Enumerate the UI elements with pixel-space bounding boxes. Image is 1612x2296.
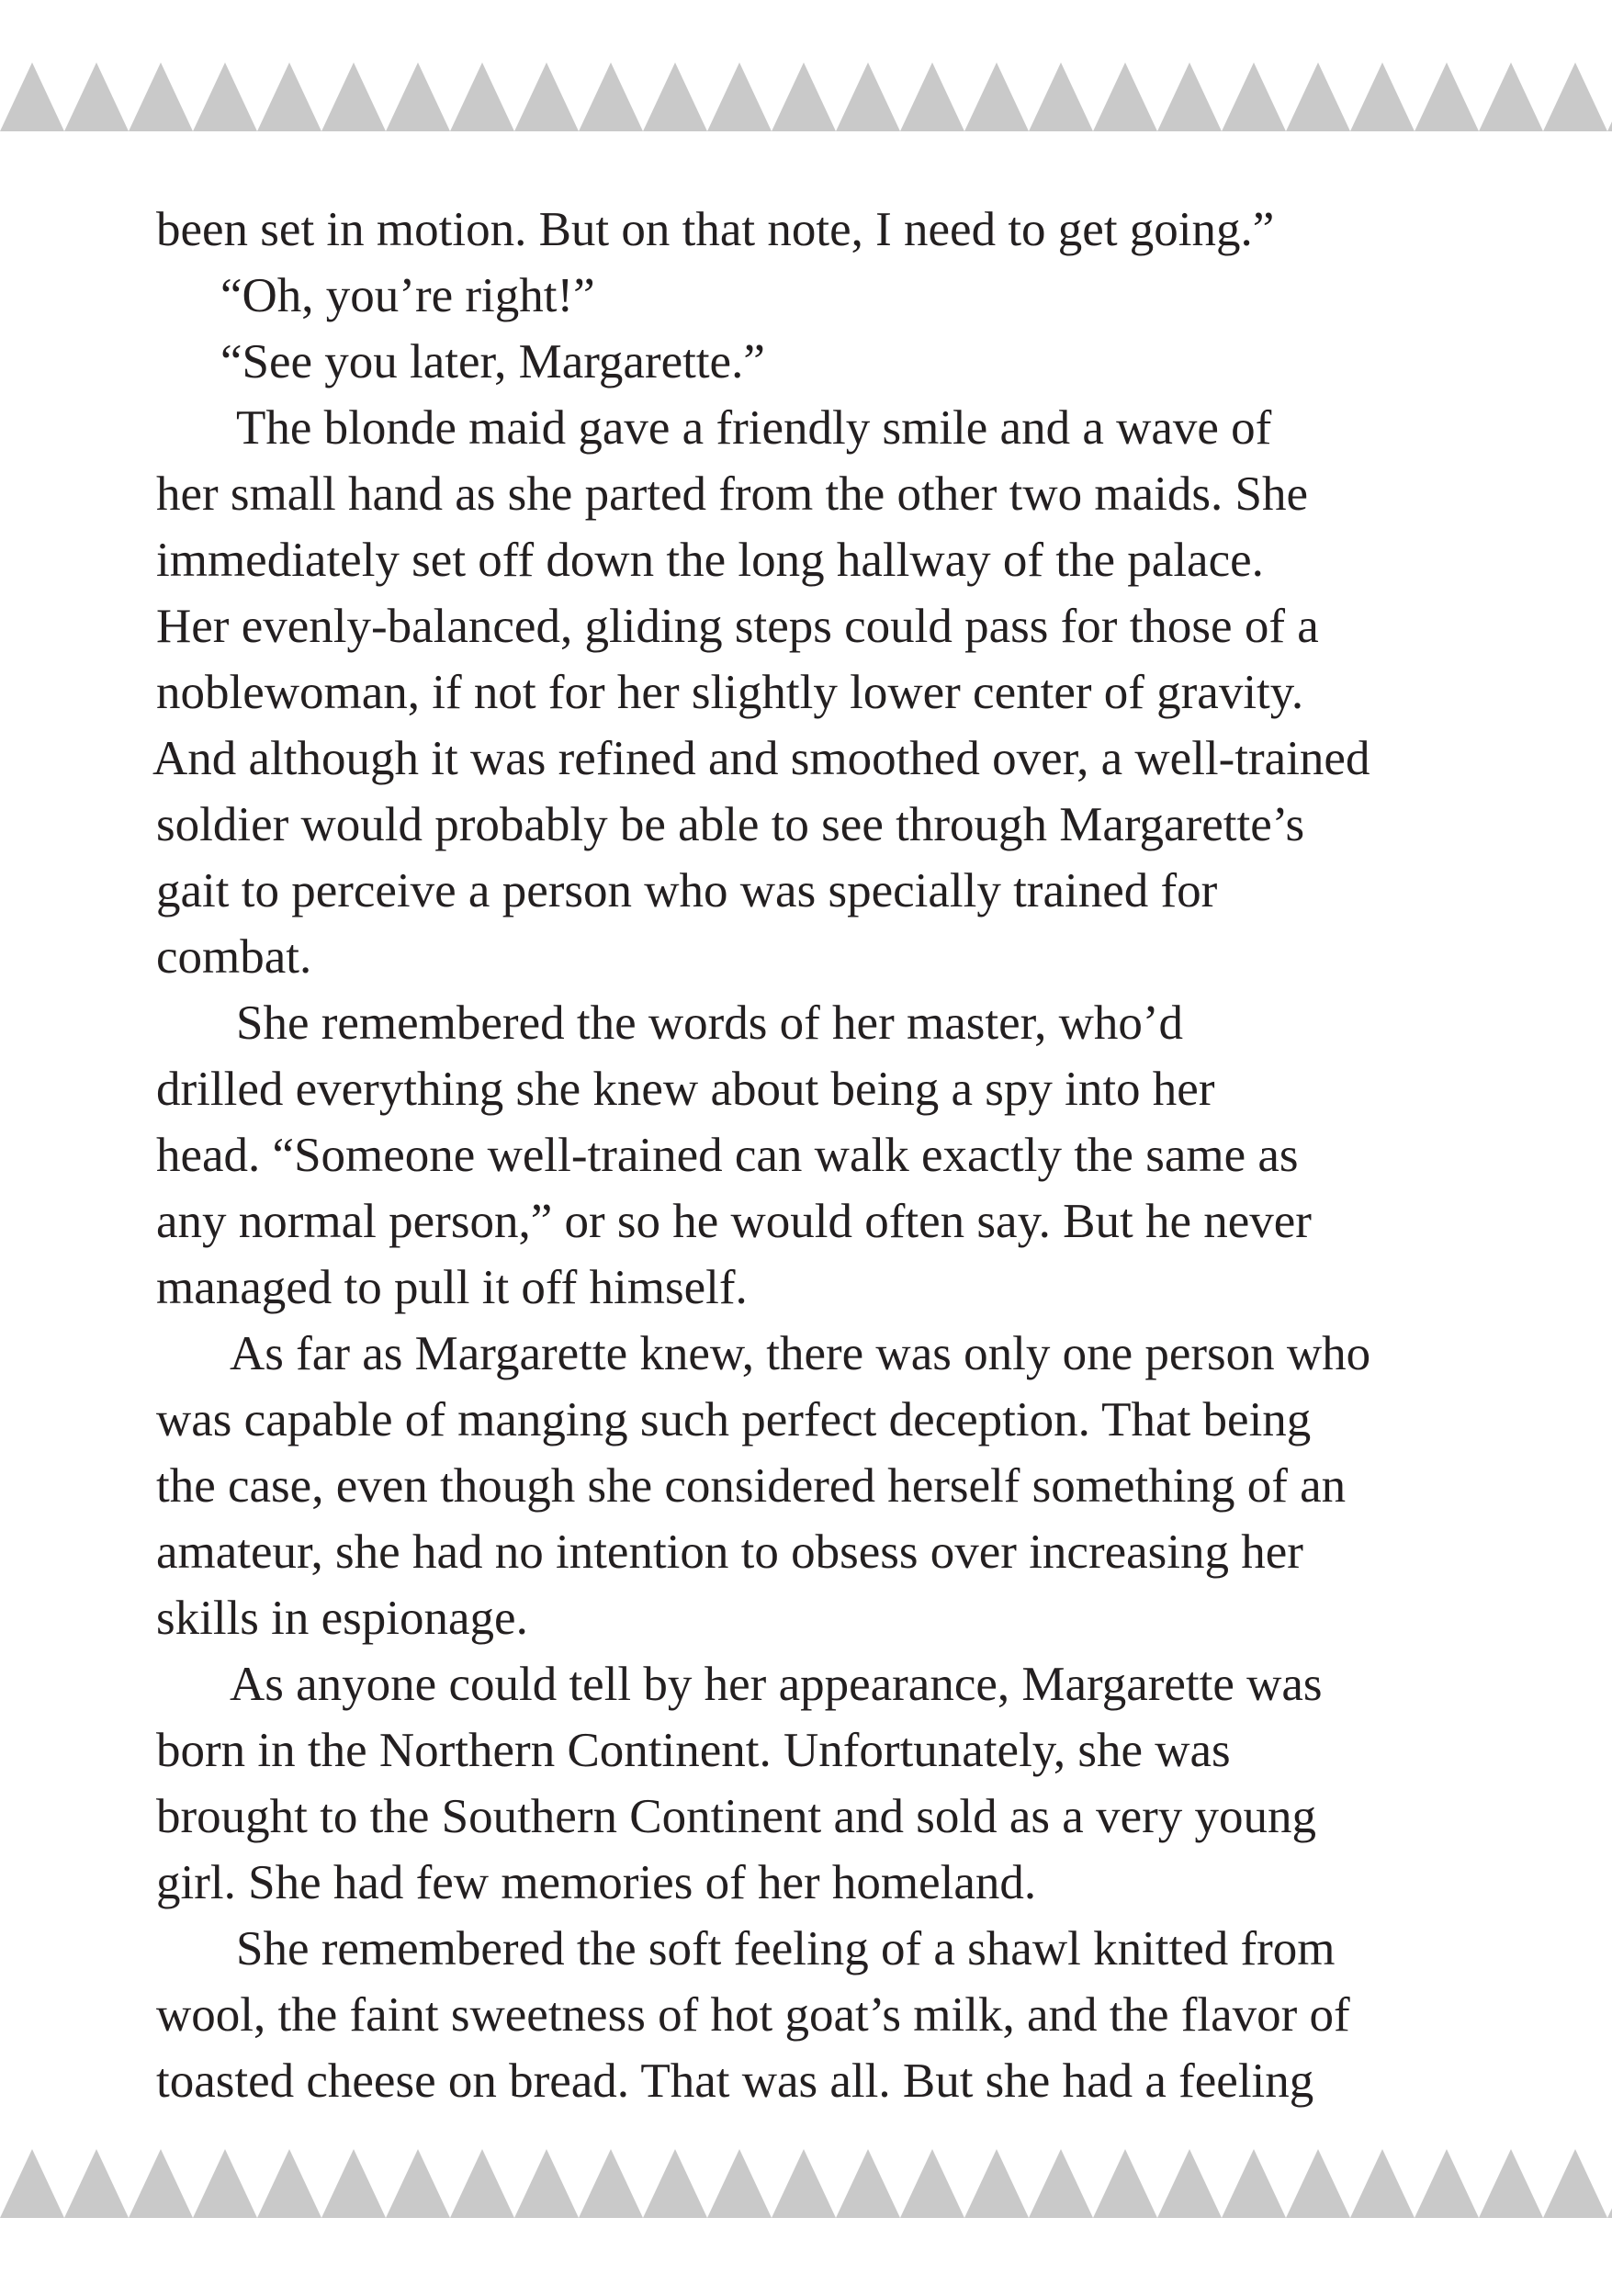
text-line: gait to perceive a person who was specially trained for xyxy=(156,864,1218,917)
text-line: drilled everything she knew about being a spy into her xyxy=(156,1063,1215,1116)
text-line: As far as Margarette knew, there was only one person who xyxy=(230,1327,1371,1380)
text-line: “Oh, you’re right!” xyxy=(220,269,595,322)
bottom-triangle-border xyxy=(0,2149,1612,2218)
text-line: wool, the faint sweetness of hot goat’s milk, and the flavor of xyxy=(156,1988,1350,2042)
text-line: “See you later, Margarette.” xyxy=(220,335,765,388)
text-line: combat. xyxy=(156,930,312,984)
text-line: toasted cheese on bread. That was all. But she had a feeling xyxy=(156,2054,1314,2108)
text-line: her small hand as she parted from the other two maids. She xyxy=(156,467,1309,521)
text-line: And although it was refined and smoothed over, a well-trained xyxy=(152,732,1370,785)
story-text xyxy=(152,197,1460,2114)
text-line: She remembered the soft feeling of a shawl knitted from xyxy=(236,1922,1336,1975)
text-line: As anyone could tell by her appearance, Margarette was xyxy=(230,1658,1323,1711)
text-line: Her evenly-balanced, gliding steps could pass for those of a xyxy=(156,600,1319,653)
text-line: She remembered the words of her master, who’d xyxy=(236,996,1184,1050)
text-line: skills in espionage. xyxy=(156,1592,528,1645)
text-line: immediately set off down the long hallway of the palace. xyxy=(156,534,1264,587)
text-line: the case, even though she considered herself something of an xyxy=(156,1459,1347,1513)
text-line: was capable of manging such perfect deception. That being xyxy=(156,1393,1312,1446)
text-line: any normal person,” or so he would often say. But he never xyxy=(156,1195,1312,1248)
text-line: brought to the Southern Continent and sold as a very young xyxy=(156,1790,1316,1843)
text-line: managed to pull it off himself. xyxy=(156,1261,748,1314)
text-line: amateur, she had no intention to obsess over increasing her xyxy=(156,1525,1303,1579)
text-line: girl. She had few memories of her homeland. xyxy=(156,1856,1037,1909)
text-line: The blonde maid gave a friendly smile and a wave of xyxy=(236,401,1272,455)
text-line: born in the Northern Continent. Unfortunately, she was xyxy=(156,1724,1231,1777)
text-line: head. “Someone well-trained can walk exactly the same as xyxy=(156,1129,1299,1182)
text-line: been set in motion. But on that note, I need to get going.” xyxy=(156,203,1275,256)
text-line: noblewoman, if not for her slightly lower center of gravity. xyxy=(156,666,1304,719)
top-triangle-border xyxy=(0,62,1612,131)
text-line: soldier would probably be able to see through Margarette’s xyxy=(156,798,1305,851)
